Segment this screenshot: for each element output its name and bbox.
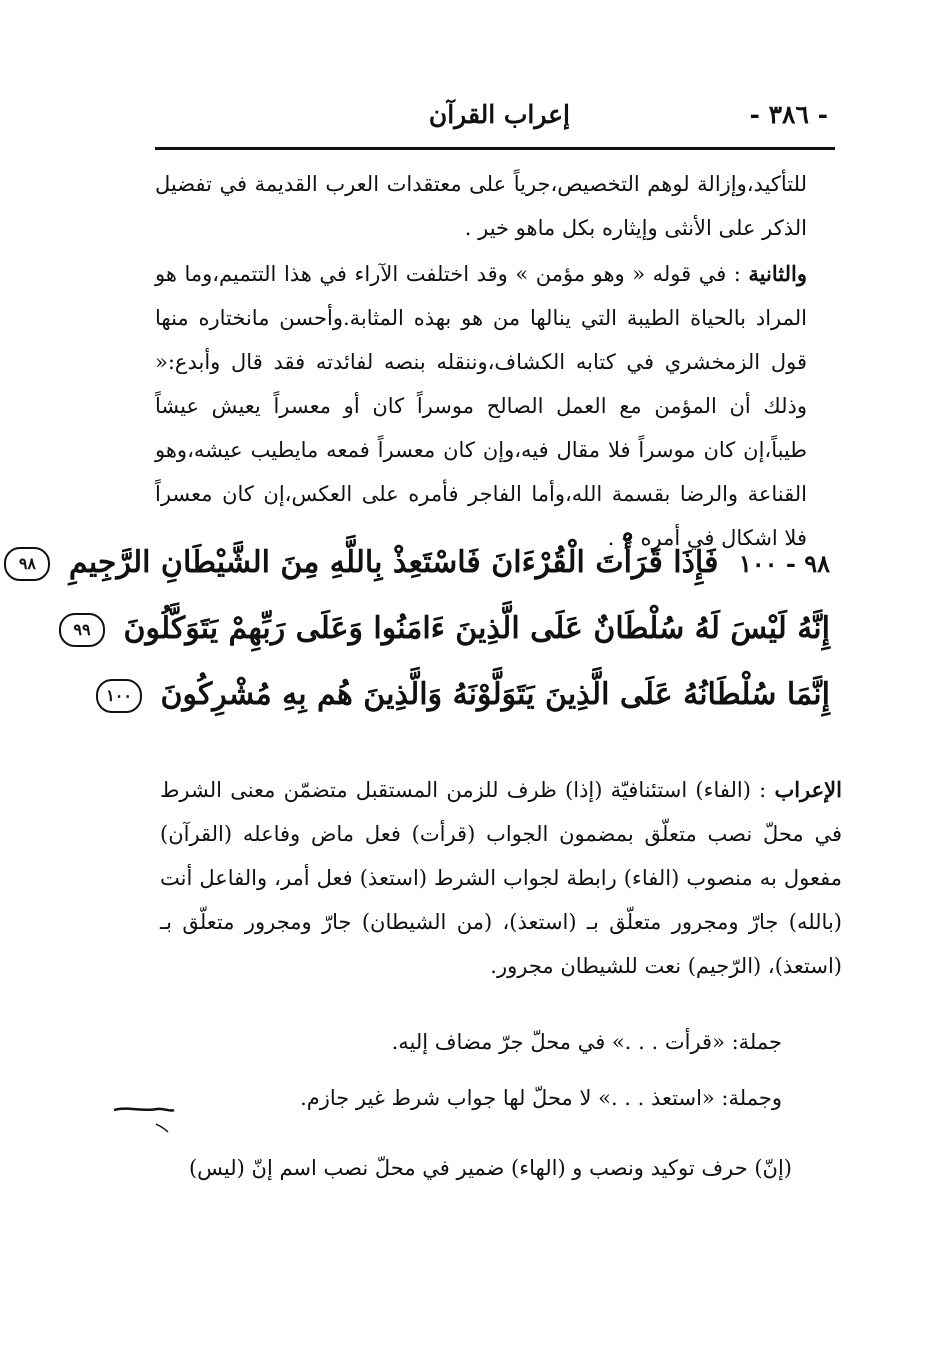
verse-text: إِنَّهُ لَيْسَ لَهُ سُلْطَانٌ عَلَى الَّذِينَ ءَامَنُوا وَعَلَى رَبِّهِمْ يَتَوَكَّلُونَ [123, 611, 830, 646]
paragraph-continuation: للتأكيد،وإزالة لوهم التخصيص،جرياً على معتقدات العرب القديمة في تفضيل الذكر على الأنثى وإيثاره بكل ماهو خير . [155, 172, 807, 240]
verse-end-mark: ٩٩ [59, 613, 105, 647]
paragraph-lead: والثانية [748, 261, 807, 286]
paragraph-body: : في قوله « وهو مؤمن » وقد اختلفت الآراء في هذا التتميم،وما هو المراد بالحياة الطيبة التي ينالها من هو بهذه المثابة.وأحسن مانختاره منها قول الزمخشري في كتابه الكشاف،وننقله بنصه لفائدته فقد قال وأبدع:« وذلك أن المؤمن مع العمل الصالح موسراً كان أو معسراً يعيش عيشاً طيباً،إن كان موسراً فلا مقال فيه،وإن كان معسراً فمعه مايطيب عيشه،وهو القناعة والرضا بقسمة الله،وأما الفاجر فأمره على العكس،إن كان معسراً فلا اشكال في أمره » . [155, 262, 807, 550]
sentence-analysis-1: جملة: «قرأت . . .» في محلّ جرّ مضاف إليه. [391, 1030, 782, 1054]
page-header [150, 96, 840, 144]
verse-end-mark: ١٠٠ [96, 679, 142, 713]
verse-line-100 [106, 662, 830, 728]
verse-number-range: ٩٨ - ١٠٠ [738, 549, 830, 578]
quran-verses [18, 530, 830, 728]
irab-lead: الإعراب [774, 777, 842, 802]
verse-text: فَإِذَا قَرَأْتَ الْقُرْءَانَ فَاسْتَعِذْ بِاللَّهِ مِنَ الشَّيْطَانِ الرَّجِيمِ [68, 545, 719, 580]
verse-line-99 [73, 596, 830, 662]
page-number: - ٣٨٦ - [749, 100, 828, 129]
paragraph-inna: (إنّ) حرف توكيد ونصب و (الهاء) ضمير في محلّ نصب اسم إنّ (ليس) [188, 1156, 792, 1180]
paragraph-second-point [155, 252, 807, 560]
verse-line-98 [18, 530, 830, 596]
running-title: إعراب القرآن [428, 100, 570, 129]
verse-text: إِنَّمَا سُلْطَانُهُ عَلَى الَّذِينَ يَتَوَلَّوْنَهُ وَالَّذِينَ هُم بِهِ مُشْرِكُونَ [160, 677, 830, 712]
verse-end-mark: ٩٨ [4, 547, 50, 581]
irab-paragraph [160, 768, 842, 988]
header-divider [155, 147, 835, 150]
sentence-analysis-2: وجملة: «استعذ . . .» لا محلّ لها جواب شرط غير جازم. [300, 1086, 782, 1110]
pen-mark-decoration [112, 1100, 182, 1140]
irab-body: : (الفاء) استئنافيّة (إذا) ظرف للزمن المستقبل متضمّن معنى الشرط في محلّ نصب متعلّق بمضمون الجواب (قرأت) فعل ماض وفاعله (القرآن) مفعول به منصوب (الفاء) رابطة لجواب الشرط (استعذ) فعل أمر، والفاعل أنت (بالله) جارّ ومجرور متعلّق بـ (استعذ)، (من الشيطان) جارّ ومجرور متعلّق بـ (استعذ)، (الرّجيم) نعت للشيطان مجرور. [160, 778, 842, 978]
